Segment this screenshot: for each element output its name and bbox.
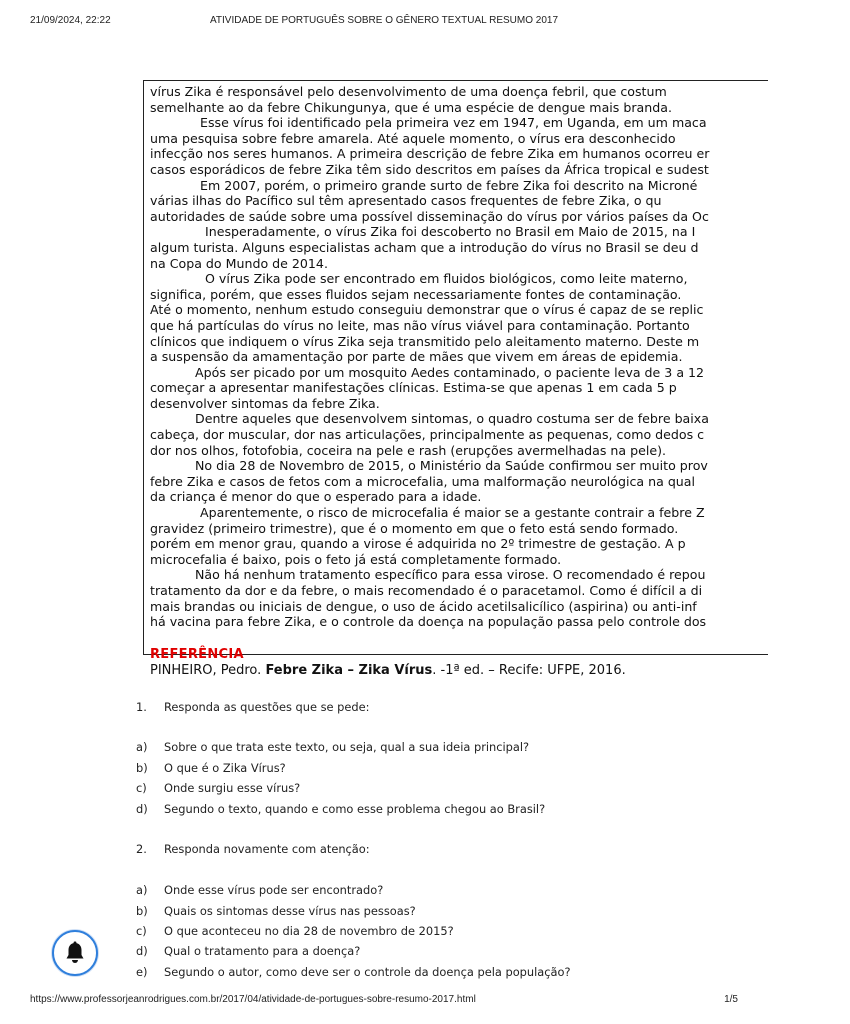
item-text: Segundo o texto, quando e como esse problema chegou ao Brasil? bbox=[164, 802, 546, 816]
text-line: há vacina para febre Zika, e o controle da doença na população passa pelo controle dos bbox=[150, 614, 707, 630]
item-letter: d) bbox=[136, 944, 148, 958]
text-line: Dentre aqueles que desenvolvem sintomas, o quadro costuma ser de febre baixa bbox=[195, 411, 709, 427]
item-text: Onde surgiu esse vírus? bbox=[164, 781, 301, 795]
text-line: Até o momento, nenhum estudo conseguiu demonstrar que o vírus é capaz de se replic bbox=[150, 302, 704, 318]
page-url: https://www.professorjeanrodrigues.com.br/2017/04/atividade-de-portugues-sobre-resumo-2017.html bbox=[30, 994, 476, 1005]
text-line: semelhante ao da febre Chikungunya, que é uma espécie de dengue mais branda. bbox=[150, 99, 672, 115]
text-line: da criança é menor do que o esperado para a idade. bbox=[150, 489, 482, 505]
question-text: Responda as questões que se pede: bbox=[164, 700, 370, 714]
text-line: tratamento da dor e da febre, o mais recomendado é o paracetamol. Como é difícil a di bbox=[150, 583, 703, 598]
page-counter: 1/5 bbox=[724, 994, 738, 1005]
item-letter: e) bbox=[136, 965, 148, 979]
item-letter: b) bbox=[136, 761, 148, 775]
text-line: várias ilhas do Pacífico sul têm apresentado casos frequentes de febre Zika, o qu bbox=[150, 193, 662, 209]
question-number: 1. bbox=[136, 700, 147, 714]
text-line: Em 2007, porém, o primeiro grande surto de febre Zika foi descrito na Microné bbox=[200, 177, 698, 193]
text-line: autoridades de saúde sobre uma possível disseminação do vírus por vários países da Oc bbox=[150, 208, 709, 224]
item-letter: b) bbox=[136, 904, 148, 918]
item-text: Qual o tratamento para a doença? bbox=[164, 944, 361, 958]
reference-edition: . -1ª ed. – Recife: UFPE, 2016. bbox=[432, 662, 626, 678]
text-line: clínicos que indiquem o vírus Zika seja transmitido pelo aleitamento materno. Deste m bbox=[150, 333, 700, 349]
text-line: significa, porém, que esses fluidos sejam necessariamente fontes de contaminação. bbox=[150, 286, 682, 302]
item-letter: a) bbox=[136, 740, 148, 754]
text-line: dor nos olhos, fotofobia, coceira na pele e rash (erupções avermelhadas na pele). bbox=[150, 442, 667, 458]
reference-citation bbox=[150, 663, 850, 678]
bell-icon bbox=[64, 941, 86, 965]
text-line: uma pesquisa sobre febre amarela. Até aquele momento, o vírus era desconhecido bbox=[150, 130, 676, 146]
text-line: Inesperadamente, o vírus Zika foi descoberto no Brasil em Maio de 2015, na I bbox=[205, 224, 696, 240]
text-line: desenvolver sintomas da febre Zika. bbox=[150, 395, 380, 411]
item-letter: c) bbox=[136, 781, 147, 795]
text-line: mais brandas ou iniciais de dengue, o uso de ácido acetilsalicílico (aspirina) ou anti-inf bbox=[150, 598, 697, 614]
item-text: Onde esse vírus pode ser encontrado? bbox=[164, 883, 384, 897]
text-line: gravidez (primeiro trimestre), que é o momento em que o feto está sendo formado. bbox=[150, 520, 679, 536]
page-title: ATIVIDADE DE PORTUGUÊS SOBRE O GÊNERO TEXTUAL RESUMO 2017 bbox=[209, 15, 559, 26]
text-line: começar a apresentar manifestações clínicas. Estima-se que apenas 1 em cada 5 p bbox=[150, 380, 677, 396]
text-line: Não há nenhum tratamento específico para essa virose. O recomendado é repou bbox=[195, 567, 706, 583]
question-text: Responda novamente com atenção: bbox=[164, 842, 370, 856]
notification-button[interactable] bbox=[52, 930, 98, 976]
text-line: infecção nos seres humanos. A primeira descrição de febre Zika em humanos ocorreu er bbox=[150, 146, 710, 162]
text-line: cabeça, dor muscular, dor nas articulações, principalmente as pequenas, como dedos c bbox=[150, 427, 705, 443]
reference-heading: REFERÊNCIA bbox=[150, 646, 244, 662]
text-line: casos esporádicos de febre Zika têm sido descritos em países da África tropical e sudest bbox=[150, 161, 709, 177]
item-letter: d) bbox=[136, 802, 148, 816]
text-line: na Copa do Mundo de 2014. bbox=[150, 255, 328, 271]
item-text: O que é o Zika Vírus? bbox=[164, 761, 286, 775]
text-line: algum turista. Alguns especialistas acham que a introdução do vírus no Brasil se deu d bbox=[150, 239, 699, 255]
text-line: febre Zika e casos de fetos com a microcefalia, uma malformação neurológica na qual bbox=[150, 473, 696, 489]
item-text: Segundo o autor, como deve ser o controle da doença pela população? bbox=[164, 965, 571, 979]
text-line: Aparentemente, o risco de microcefalia é maior se a gestante contrair a febre Z bbox=[200, 505, 705, 521]
reference-title: Febre Zika – Zika Vírus bbox=[265, 662, 433, 678]
item-letter: a) bbox=[136, 883, 148, 897]
text-line: microcefalia é baixo, pois o feto já está completamente formado. bbox=[150, 551, 562, 567]
reference-author: PINHEIRO, Pedro. bbox=[150, 662, 266, 678]
print-datetime: 21/09/2024, 22:22 bbox=[30, 15, 111, 26]
text-line: porém em menor grau, quando a virose é adquirida no 2º trimestre de gestação. A p bbox=[150, 536, 686, 552]
text-line: Esse vírus foi identificado pela primeira vez em 1947, em Uganda, em um maca bbox=[200, 115, 707, 131]
item-text: Quais os sintomas desse vírus nas pessoas? bbox=[164, 904, 416, 918]
text-line: a suspensão da amamentação por parte de mães que vivem em áreas de epidemia. bbox=[150, 349, 683, 365]
item-text: O que aconteceu no dia 28 de novembro de 2015? bbox=[164, 924, 454, 938]
text-line: que há partículas do vírus no leite, mas não vírus viável para contaminação. Portanto bbox=[150, 317, 690, 333]
item-text: Sobre o que trata este texto, ou seja, qual a sua ideia principal? bbox=[164, 740, 530, 754]
text-line: vírus Zika é responsável pelo desenvolvimento de uma doença febril, que costum bbox=[150, 84, 667, 99]
text-line: O vírus Zika pode ser encontrado em fluidos biológicos, como leite materno, bbox=[205, 271, 688, 287]
article-text-box bbox=[143, 80, 768, 678]
text-line: Após ser picado por um mosquito Aedes contaminado, o paciente leva de 3 a 12 bbox=[195, 364, 705, 380]
item-letter: c) bbox=[136, 924, 147, 938]
question-number: 2. bbox=[136, 842, 147, 856]
text-line: No dia 28 de Novembro de 2015, o Ministério da Saúde confirmou ser muito prov bbox=[195, 458, 708, 474]
